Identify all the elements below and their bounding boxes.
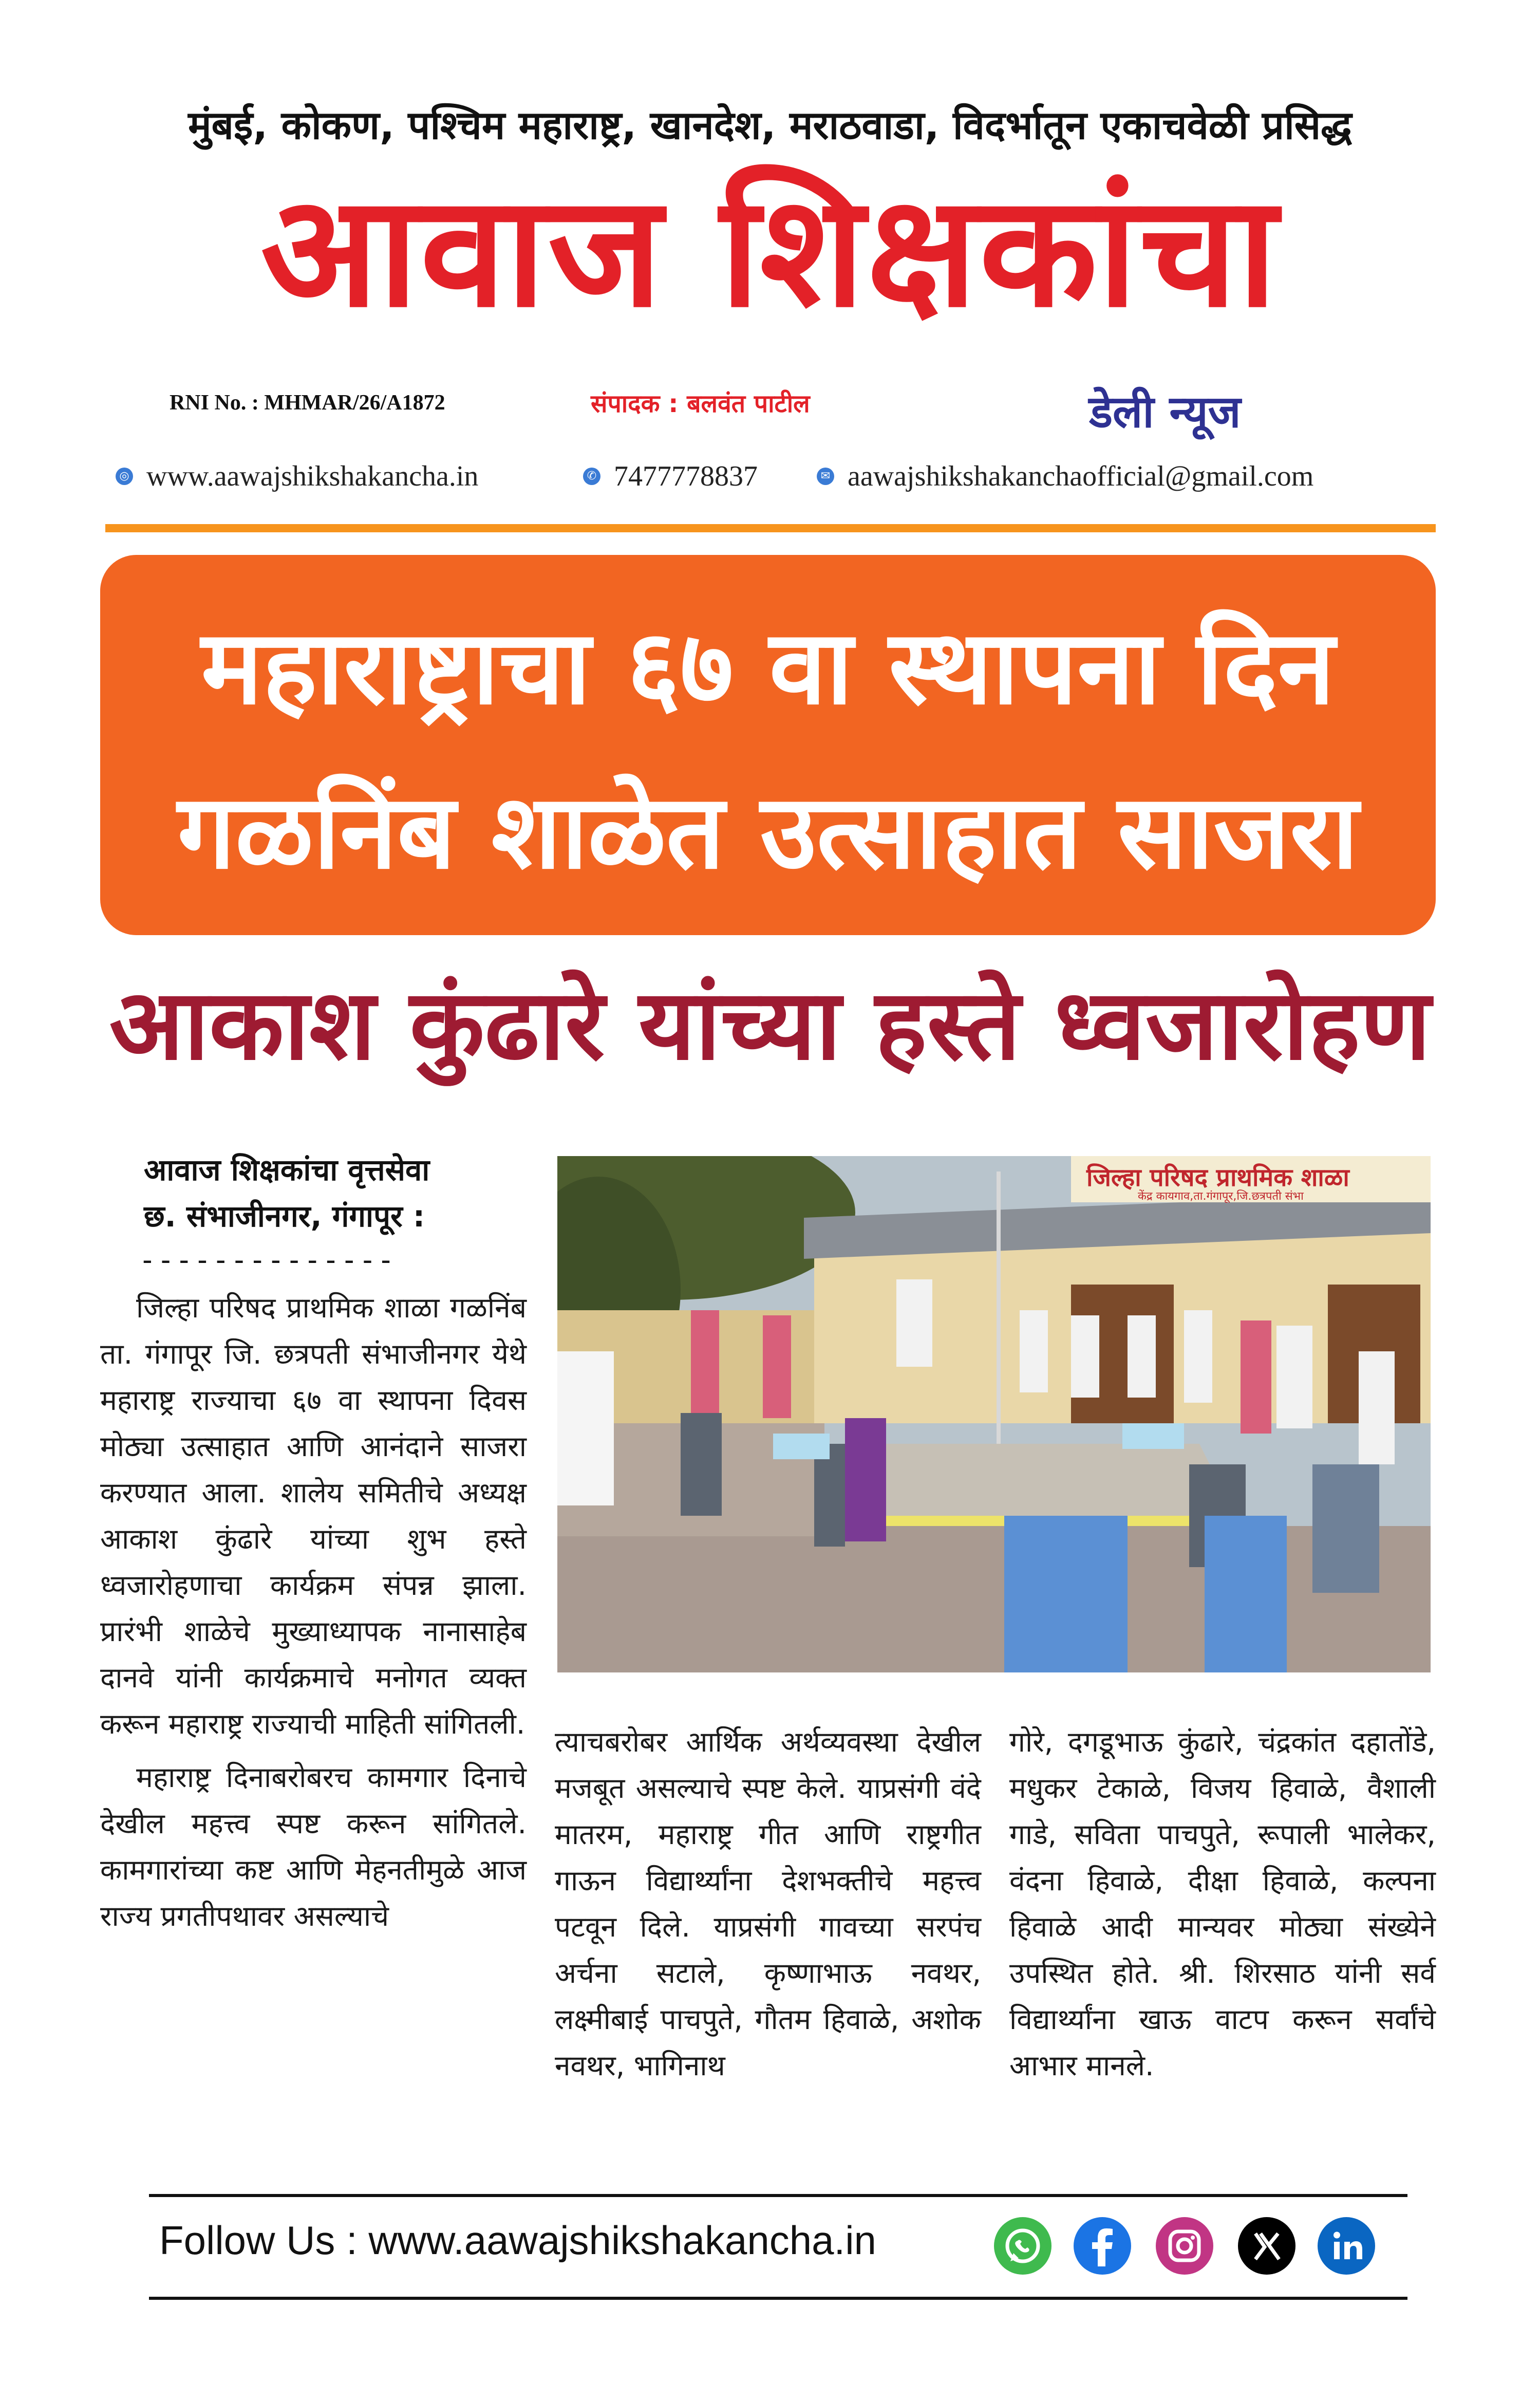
article-paragraph: महाराष्ट्र दिनाबरोबरच कामगार दिनाचे देखील महत्त्व स्पष्ट करून सांगितले. कामगारांच्या कष्ट आणि मेहनतीमुळे आज राज्य प्रगतीपथावर असल्याचे xyxy=(100,1761,527,1932)
dateline-separator: -------------- xyxy=(139,1243,396,1277)
editor-name: संपादक : बलवंत पाटील xyxy=(591,389,810,418)
rni-number: RNI No. : MHMAR/26/A1872 xyxy=(170,391,445,415)
article-column-3 xyxy=(1009,1719,1436,2089)
article-column-2 xyxy=(555,1719,981,2089)
article-column-1 xyxy=(100,1285,527,1939)
contact-phone[interactable] xyxy=(583,460,758,493)
mail-icon: ✉ xyxy=(817,468,834,485)
contact-email[interactable] xyxy=(817,460,1313,493)
phone-icon: ✆ xyxy=(583,468,600,485)
newspaper-title: आवाज शिक्षकांचा xyxy=(260,162,1280,341)
subheadline: आकाश कुंढारे यांच्या हस्ते ध्वजारोहण xyxy=(109,968,1431,1082)
instagram-icon[interactable] xyxy=(1156,2217,1213,2275)
school-sign-text: जिल्हा परिषद प्राथमिक शाळा xyxy=(1086,1163,1349,1192)
linkedin-icon[interactable] xyxy=(1318,2217,1375,2275)
website-text: www.aawajshikshakancha.in xyxy=(146,460,479,492)
headline-line-2: गळनिंब शाळेत उत्साहात साजरा xyxy=(177,772,1359,892)
follow-us-link[interactable]: Follow Us : www.aawajshikshakancha.in xyxy=(159,2218,876,2263)
edition-label: डेली न्यूज xyxy=(1089,386,1241,438)
globe-icon: ◎ xyxy=(116,468,133,485)
dateline-place: छ. संभाजीनगर, गंगापूर : xyxy=(144,1199,425,1234)
whatsapp-icon[interactable] xyxy=(994,2217,1051,2275)
event-photo-illustration xyxy=(557,1156,1431,1672)
masthead-divider xyxy=(105,524,1436,532)
phone-text: 7477778837 xyxy=(614,460,758,492)
article-paragraph: गोरे, दगडूभाऊ कुंढारे, चंद्रकांत दहातोंडे, मधुकर टेकाळे, विजय हिवाळे, वैशाली गाडे, सविता पाचपुते, रूपाली भालेकर, वंदना हिवाळे, दीक्षा हिवाळे, कल्पना हिवाळे आदी मान्यवर मोठ्या संख्येने उपस्थित होते. श्री. शिरसाठ यांनी सर्व विद्यार्थ्यांना खाऊ वाटप करून सर्वांचे आभार मानले. xyxy=(1009,1725,1436,2082)
footer-rule-top xyxy=(149,2194,1407,2197)
contact-website[interactable] xyxy=(116,460,478,493)
footer-rule-bottom xyxy=(149,2297,1407,2300)
x-icon[interactable] xyxy=(1238,2217,1295,2275)
event-photo xyxy=(557,1156,1431,1672)
article-paragraph: त्याचबरोबर आर्थिक अर्थव्यवस्था देखील मजबूत असल्याचे स्पष्ट केले. याप्रसंगी वंदे मातरम, महाराष्ट्र गीत आणि राष्ट्रगीत गाऊन विद्यार्थ्यांना देशभक्तीचे महत्त्व पटवून दिले. याप्रसंगी गावच्या सरपंच अर्चना सटाले, कृष्णाभाऊ नवथर, लक्ष्मीबाई पाचपुते, गौतम हिवाळे, अशोक नवथर, भागिनाथ xyxy=(555,1725,981,2082)
facebook-icon[interactable] xyxy=(1074,2217,1131,2275)
headline-line-1: महाराष्ट्राचा ६७ वा स्थापना दिन xyxy=(201,608,1335,728)
school-sign-subtext: केंद्र कायगाव,ता.गंगापूर,जि.छत्रपती संभा xyxy=(1138,1190,1304,1203)
email-text: aawajshikshakanchaofficial@gmail.com xyxy=(848,460,1314,492)
masthead-tagline: मुंबई, कोकण, पश्चिम महाराष्ट्र, खानदेश, मराठवाडा, विदर्भातून एकाचवेळी प्रसिद्ध xyxy=(188,102,1352,148)
dateline-agency: आवाज शिक्षकांचा वृत्तसेवा xyxy=(144,1152,430,1187)
article-paragraph: जिल्हा परिषद प्राथमिक शाळा गळनिंब ता. गंगापूर जि. छत्रपती संभाजीनगर येथे महाराष्ट्र राज्याचा ६७ वा स्थापना दिवस मोठ्या उत्साहात आणि आनंदाने साजरा करण्यात आला. शालेय समितीचे अध्यक्ष आकाश कुंढारे यांच्या शुभ हस्ते ध्वजारोहणाचा कार्यक्रम संपन्न झाला. प्रारंभी शाळेचे मुख्याध्यापक नानासाहेब दानवे यांनी कार्यक्रमाचे मनोगत व्यक्त करून महाराष्ट्र राज्याची माहिती सांगितली. xyxy=(100,1291,527,1740)
